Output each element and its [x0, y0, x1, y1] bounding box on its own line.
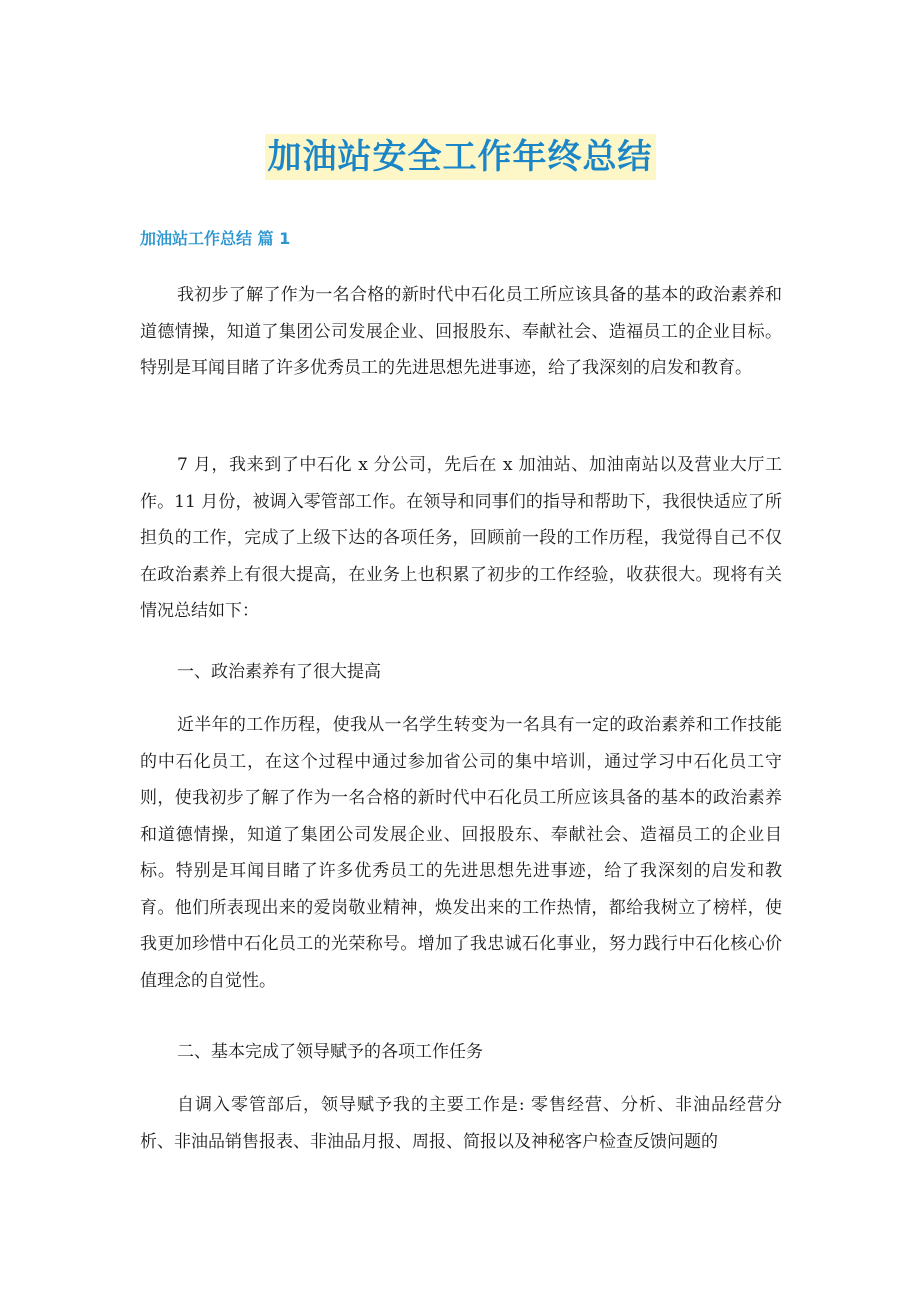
title-container [0, 134, 920, 180]
section-heading: 加油站工作总结 篇 1 [140, 229, 291, 248]
subheading-2: 二、基本完成了领导赋予的各项工作任务 [177, 1042, 483, 1062]
document-title: 加油站安全工作年终总结 [265, 134, 656, 180]
paragraph-3: 近半年的工作历程，使我从一名学生转变为一名具有一定的政治素养和工作技能的中石化员工，在这个过程中通过参加省公司的集中培训，通过学习中石化员工守则，使我初步了解了作为一名合格的新时代中石化员工所应该具备的基本的政治素养和道德情操，知道了集团公司发展企业、回报股东、奉献社会、造福员工的企业目标。特别是耳闻目睹了许多优秀员工的先进思想先进事迹，给了我深刻的启发和教育。他们所表现出来的爱岗敬业精神，焕发出来的工作热情，都给我树立了榜样，使我更加珍惜中石化员工的光荣称号。增加了我忠诚石化事业，努力践行中石化核心价值理念的自觉性。 [140, 715, 782, 991]
subheading-1: 一、政治素养有了很大提高 [177, 662, 381, 682]
paragraph-1: 我初步了解了作为一名合格的新时代中石化员工所应该具备的基本的政治素养和道德情操，知道了集团公司发展企业、回报股东、奉献社会、造福员工的企业目标。特别是耳闻目睹了许多优秀员工的先进思想先进事迹，给了我深刻的启发和教育。 [140, 285, 782, 378]
paragraph-4: 自调入零管部后，领导赋予我的主要工作是: 零售经营、分析、非油品经营分析、非油品销售报表、非油品月报、周报、简报以及神秘客户检查反馈问题的 [140, 1095, 782, 1152]
paragraph-2: 7 月，我来到了中石化 x 分公司，先后在 x 加油站、加油南站以及营业大厅工作。11 月份，被调入零管部工作。在领导和同事们的指导和帮助下，我很快适应了所担负的工作，完成了上级下达的各项任务，回顾前一段的工作历程，我觉得自己不仅在政治素养上有很大提高，在业务上也积累了初步的工作经验，收获很大。现将有关情况总结如下： [140, 455, 782, 621]
